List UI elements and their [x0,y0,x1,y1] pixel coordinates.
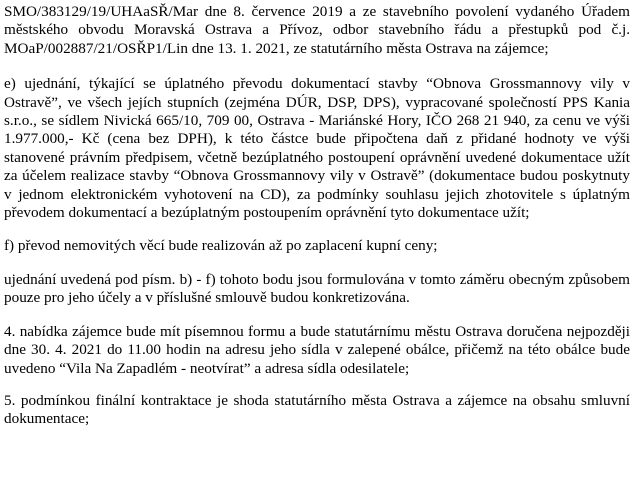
item-f-paragraph: f) převod nemovitých věcí bude realizován až po zaplacení kupní ceny; [4,237,438,255]
document-body [4,3,630,429]
point-5-paragraph: 5. podmínkou finální kontraktace je shoda statutárního města Ostrava a zájemce na obsahu smluvní dokumentace; [4,391,630,428]
intro-paragraph: SMO/383129/19/UHAaSŘ/Mar dne 8. července 2019 a ze stavebního povolení vydaného Úřadem městského obvodu Moravská Ostrava a Přívoz, odbor stavebního řádu a přestupků pod č.j. MOaP/002887/21/OSŘP1/Lin dne 13. 1. 2021, ze statutárního města Ostrava na zájemce; [4,3,630,57]
point-4-paragraph: 4. nabídka zájemce bude mít písemnou formu a bude statutárnímu městu Ostrava doručena nejpozději dne 30. 4. 2021 do 11.00 hodin na adresu jeho sídla v zalepené obálce, přičemž na této obálce bude uvedeno “Vila Na Zapadlém - neotvírat” a adresa sídla odesilatele; [4,322,630,377]
agreements-paragraph: ujednání uvedená pod písm. b) - f) tohoto bodu jsou formulována v tomto záměru obecným způsobem pouze pro jeho účely a v příslušné smlouvě budou konkretizována. [4,270,630,307]
item-e-paragraph: e) ujednání, týkající se úplatného převodu dokumentací stavby “Obnova Grossmannovy vily v Ostravě”, ve všech jejích stupních (zejména DÚR, DSP, DPS), vypracované společností PPS Kania s.r.o., se sídlem Nivická 665/10, 709 00, Ostrava - Mariánské Hory, IČO 268 21 940, za cenu ve výši 1.977.000,- Kč (cena bez DPH), k této částce bude připočtena daň z přidané hodnoty ve výši stanovené právním předpisem, včetně bezúplatného postoupení oprávnění uvedené dokumentace užít za účelem realizace stavby “Obnova Grossmannovy vily v Ostravě” (dokumentace budou poskytnuty v jednom elektronickém vyhotovení na CD), za podmínky souhlasu jejich zhotovitele s úplatným převodem dokumentací a bezúplatným postoupením oprávnění tyto dokumentace užít; [4,75,630,222]
